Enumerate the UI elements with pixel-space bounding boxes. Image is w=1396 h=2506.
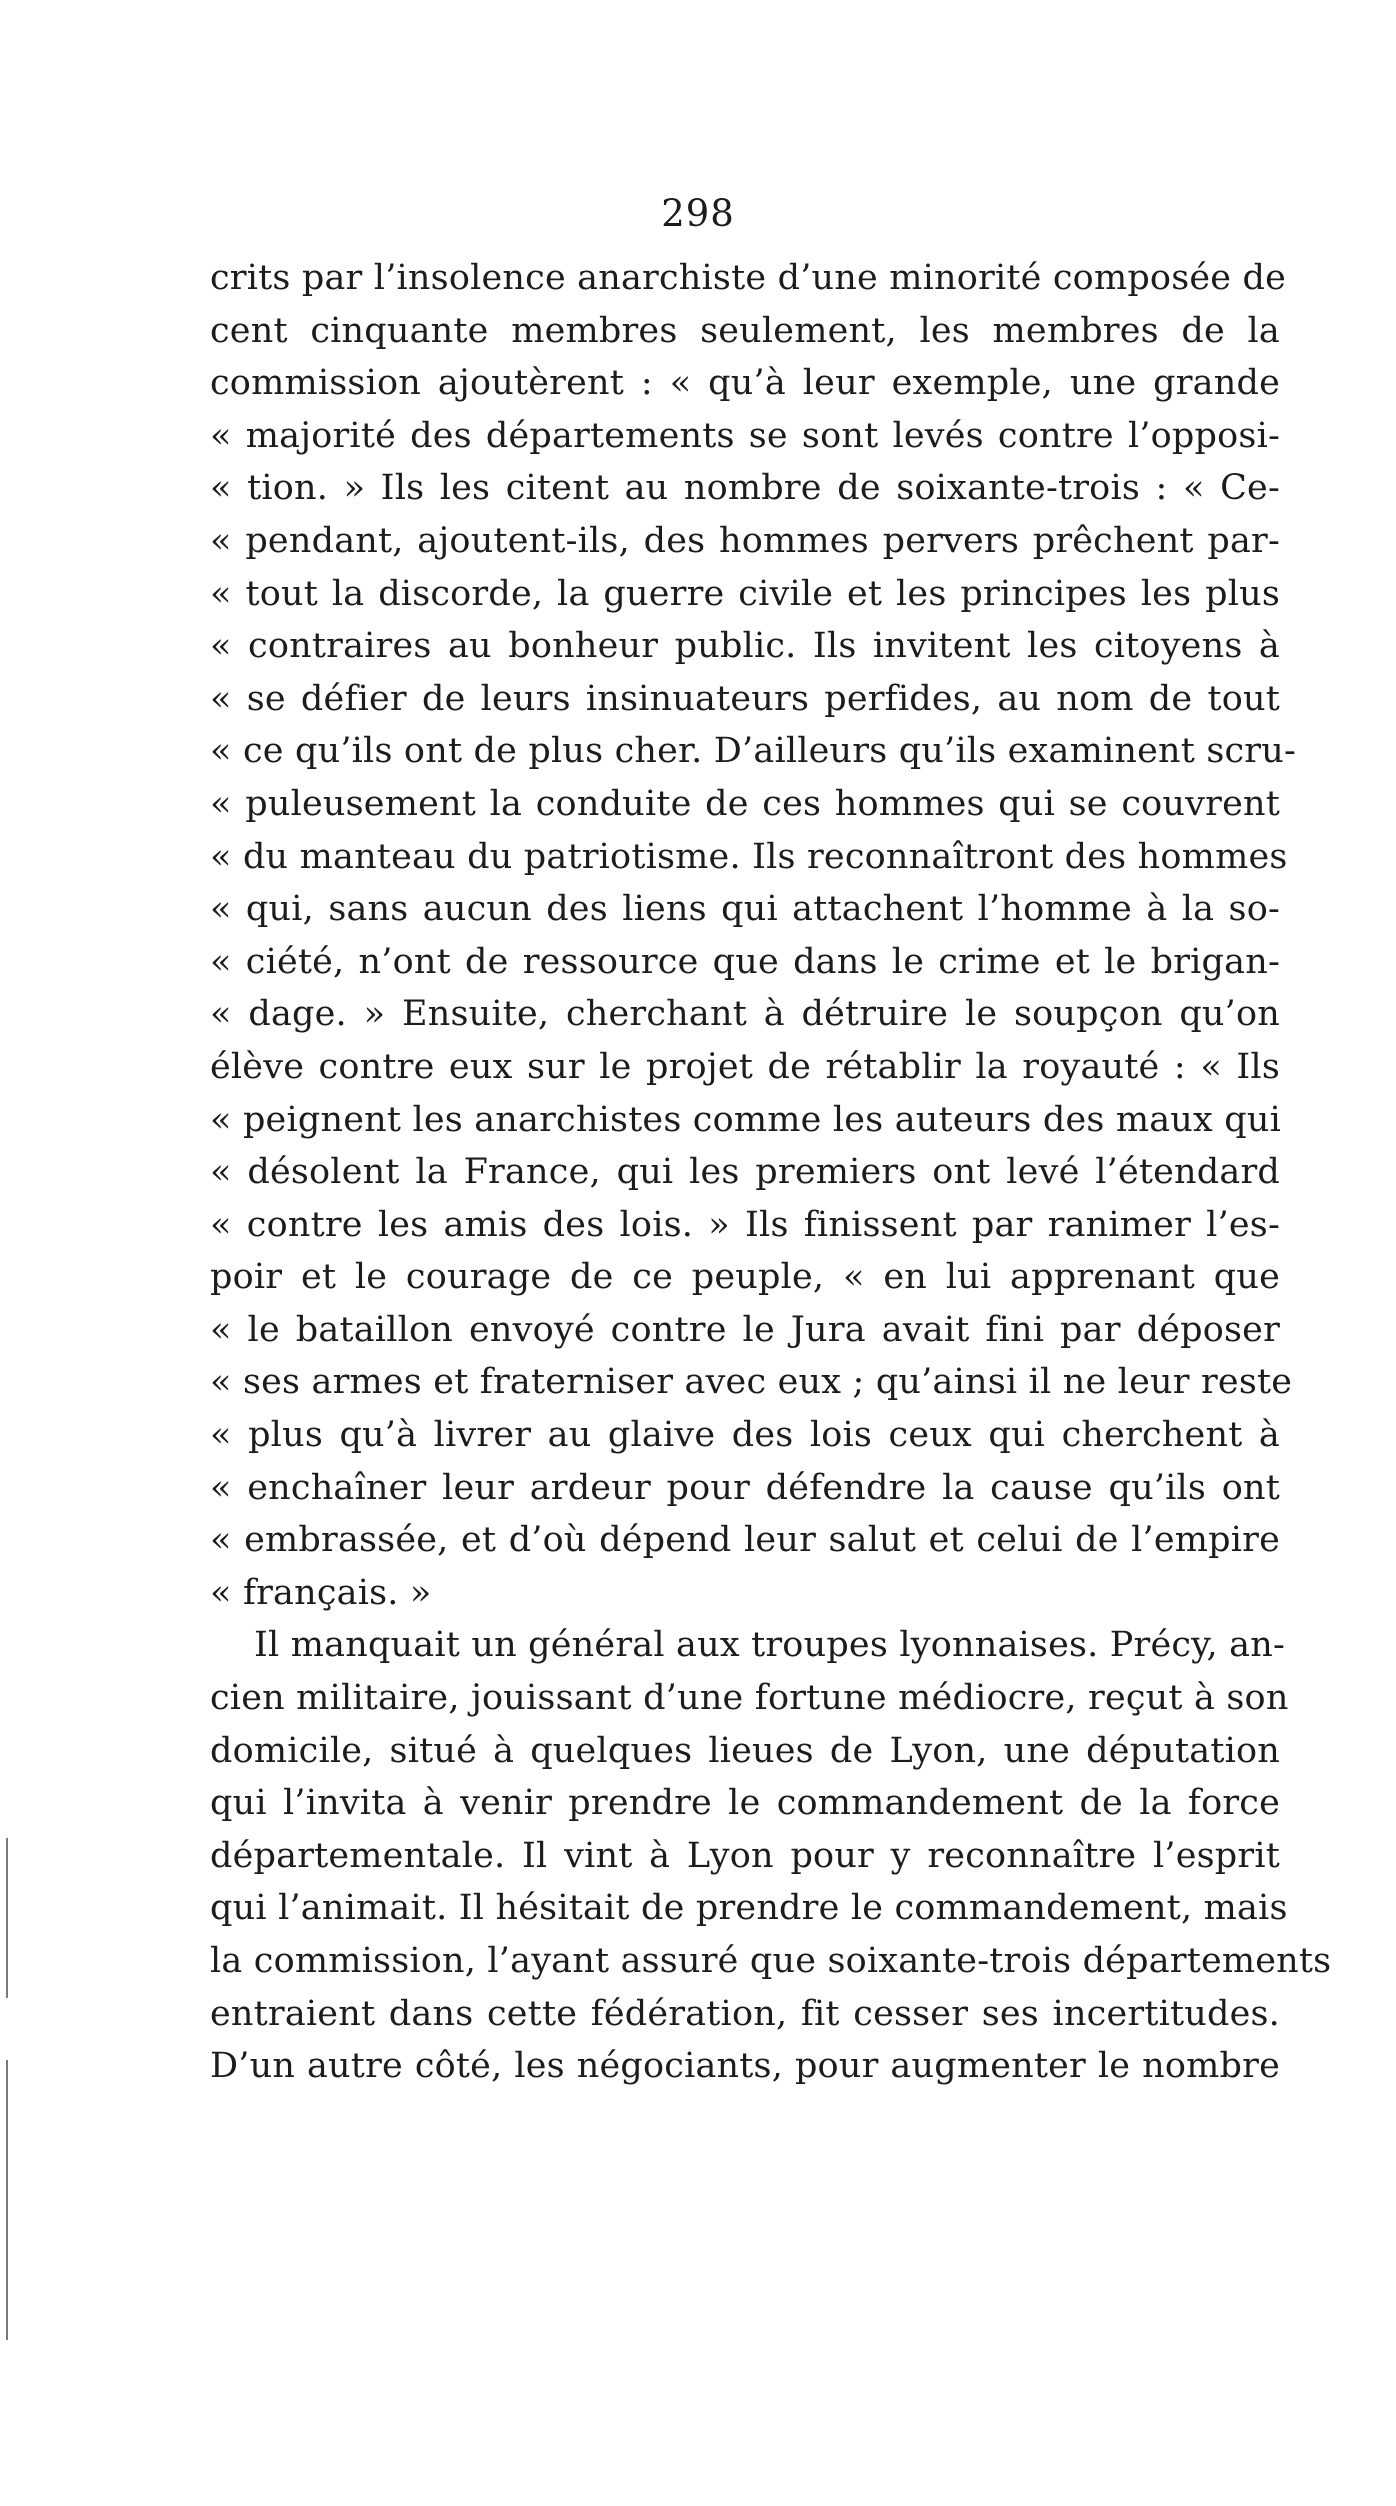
- text-line: « tion. » Ils les citent au nombre de soixante-trois : « Ce-: [210, 468, 1280, 509]
- text-line: domicile, situé à quelques lieues de Lyon, une députation: [210, 1730, 1280, 1771]
- text-line: entraient dans cette fédération, fit cesser ses incertitudes.: [210, 1993, 1280, 2034]
- text-line: « désolent la France, qui les premiers ont levé l’étendard: [210, 1152, 1280, 1193]
- text-line: « pendant, ajoutent-ils, des hommes pervers prêchent par-: [210, 520, 1280, 561]
- text-line: « français. »: [210, 1572, 432, 1613]
- text-line: « du manteau du patriotisme. Ils reconnaîtront des hommes: [210, 836, 1288, 877]
- scan-margin-line: [6, 2060, 8, 2340]
- text-line: D’un autre côté, les négociants, pour augmenter le nombre: [210, 2046, 1280, 2087]
- text-line: « le bataillon envoyé contre le Jura avait fini par déposer: [210, 1309, 1280, 1350]
- text-line: « plus qu’à livrer au glaive des lois ceux qui cherchent à: [210, 1415, 1280, 1456]
- paragraph-start-line: Il manquait un général aux troupes lyonnaises. Précy, an-: [254, 1625, 1285, 1666]
- text-line: crits par l’insolence anarchiste d’une minorité composée de: [210, 258, 1287, 298]
- text-line: qui l’animait. Il hésitait de prendre le commandement, mais: [210, 1888, 1288, 1929]
- text-line: « tout la discorde, la guerre civile et les principes les plus: [210, 573, 1280, 614]
- text-line: « dage. » Ensuite, cherchant à détruire le soupçon qu’on: [210, 994, 1280, 1035]
- text-line: « puleusement la conduite de ces hommes qui se couvrent: [210, 783, 1280, 824]
- text-line: « ciété, n’ont de ressource que dans le crime et le brigan-: [210, 941, 1280, 982]
- text-line: « embrassée, et d’où dépend leur salut et celui de l’empire: [210, 1520, 1280, 1561]
- text-line: commission ajoutèrent : « qu’à leur exemple, une grande: [210, 363, 1280, 404]
- text-line: poir et le courage de ce peuple, « en lui apprenant que: [210, 1257, 1280, 1298]
- text-line: « ses armes et fraterniser avec eux ; qu’ainsi il ne leur reste: [210, 1362, 1293, 1403]
- text-line: « se défier de leurs insinuateurs perfides, au nom de tout: [210, 678, 1280, 719]
- text-line: élève contre eux sur le projet de rétablir la royauté : « Ils: [210, 1046, 1280, 1087]
- text-line: « qui, sans aucun des liens qui attachent l’homme à la so-: [210, 889, 1280, 930]
- text-line: « ce qu’ils ont de plus cher. D’ailleurs qu’ils examinent scru-: [210, 731, 1296, 772]
- text-line: la commission, l’ayant assuré que soixante-trois départements: [210, 1941, 1332, 1981]
- text-line: « peignent les anarchistes comme les auteurs des maux qui: [210, 1099, 1282, 1140]
- text-line: « contre les amis des lois. » Ils finissent par ranimer l’es-: [210, 1204, 1280, 1245]
- text-line: qui l’invita à venir prendre le commandement de la force: [210, 1783, 1280, 1824]
- body-text: [210, 252, 1332, 2093]
- text-line: cent cinquante membres seulement, les membres de la: [210, 310, 1280, 351]
- text-line: « contraires au bonheur public. Ils invitent les citoyens à: [210, 626, 1280, 667]
- text-line: « majorité des départements se sont levés contre l’opposi-: [210, 415, 1280, 456]
- text-line: « enchaîner leur ardeur pour défendre la cause qu’ils ont: [210, 1467, 1280, 1508]
- text-line: départementale. Il vint à Lyon pour y reconnaître l’esprit: [210, 1835, 1280, 1876]
- text-line: cien militaire, jouissant d’une fortune médiocre, reçut à son: [210, 1678, 1289, 1719]
- scan-margin-line: [6, 1838, 8, 1998]
- page-number: 298: [661, 192, 735, 235]
